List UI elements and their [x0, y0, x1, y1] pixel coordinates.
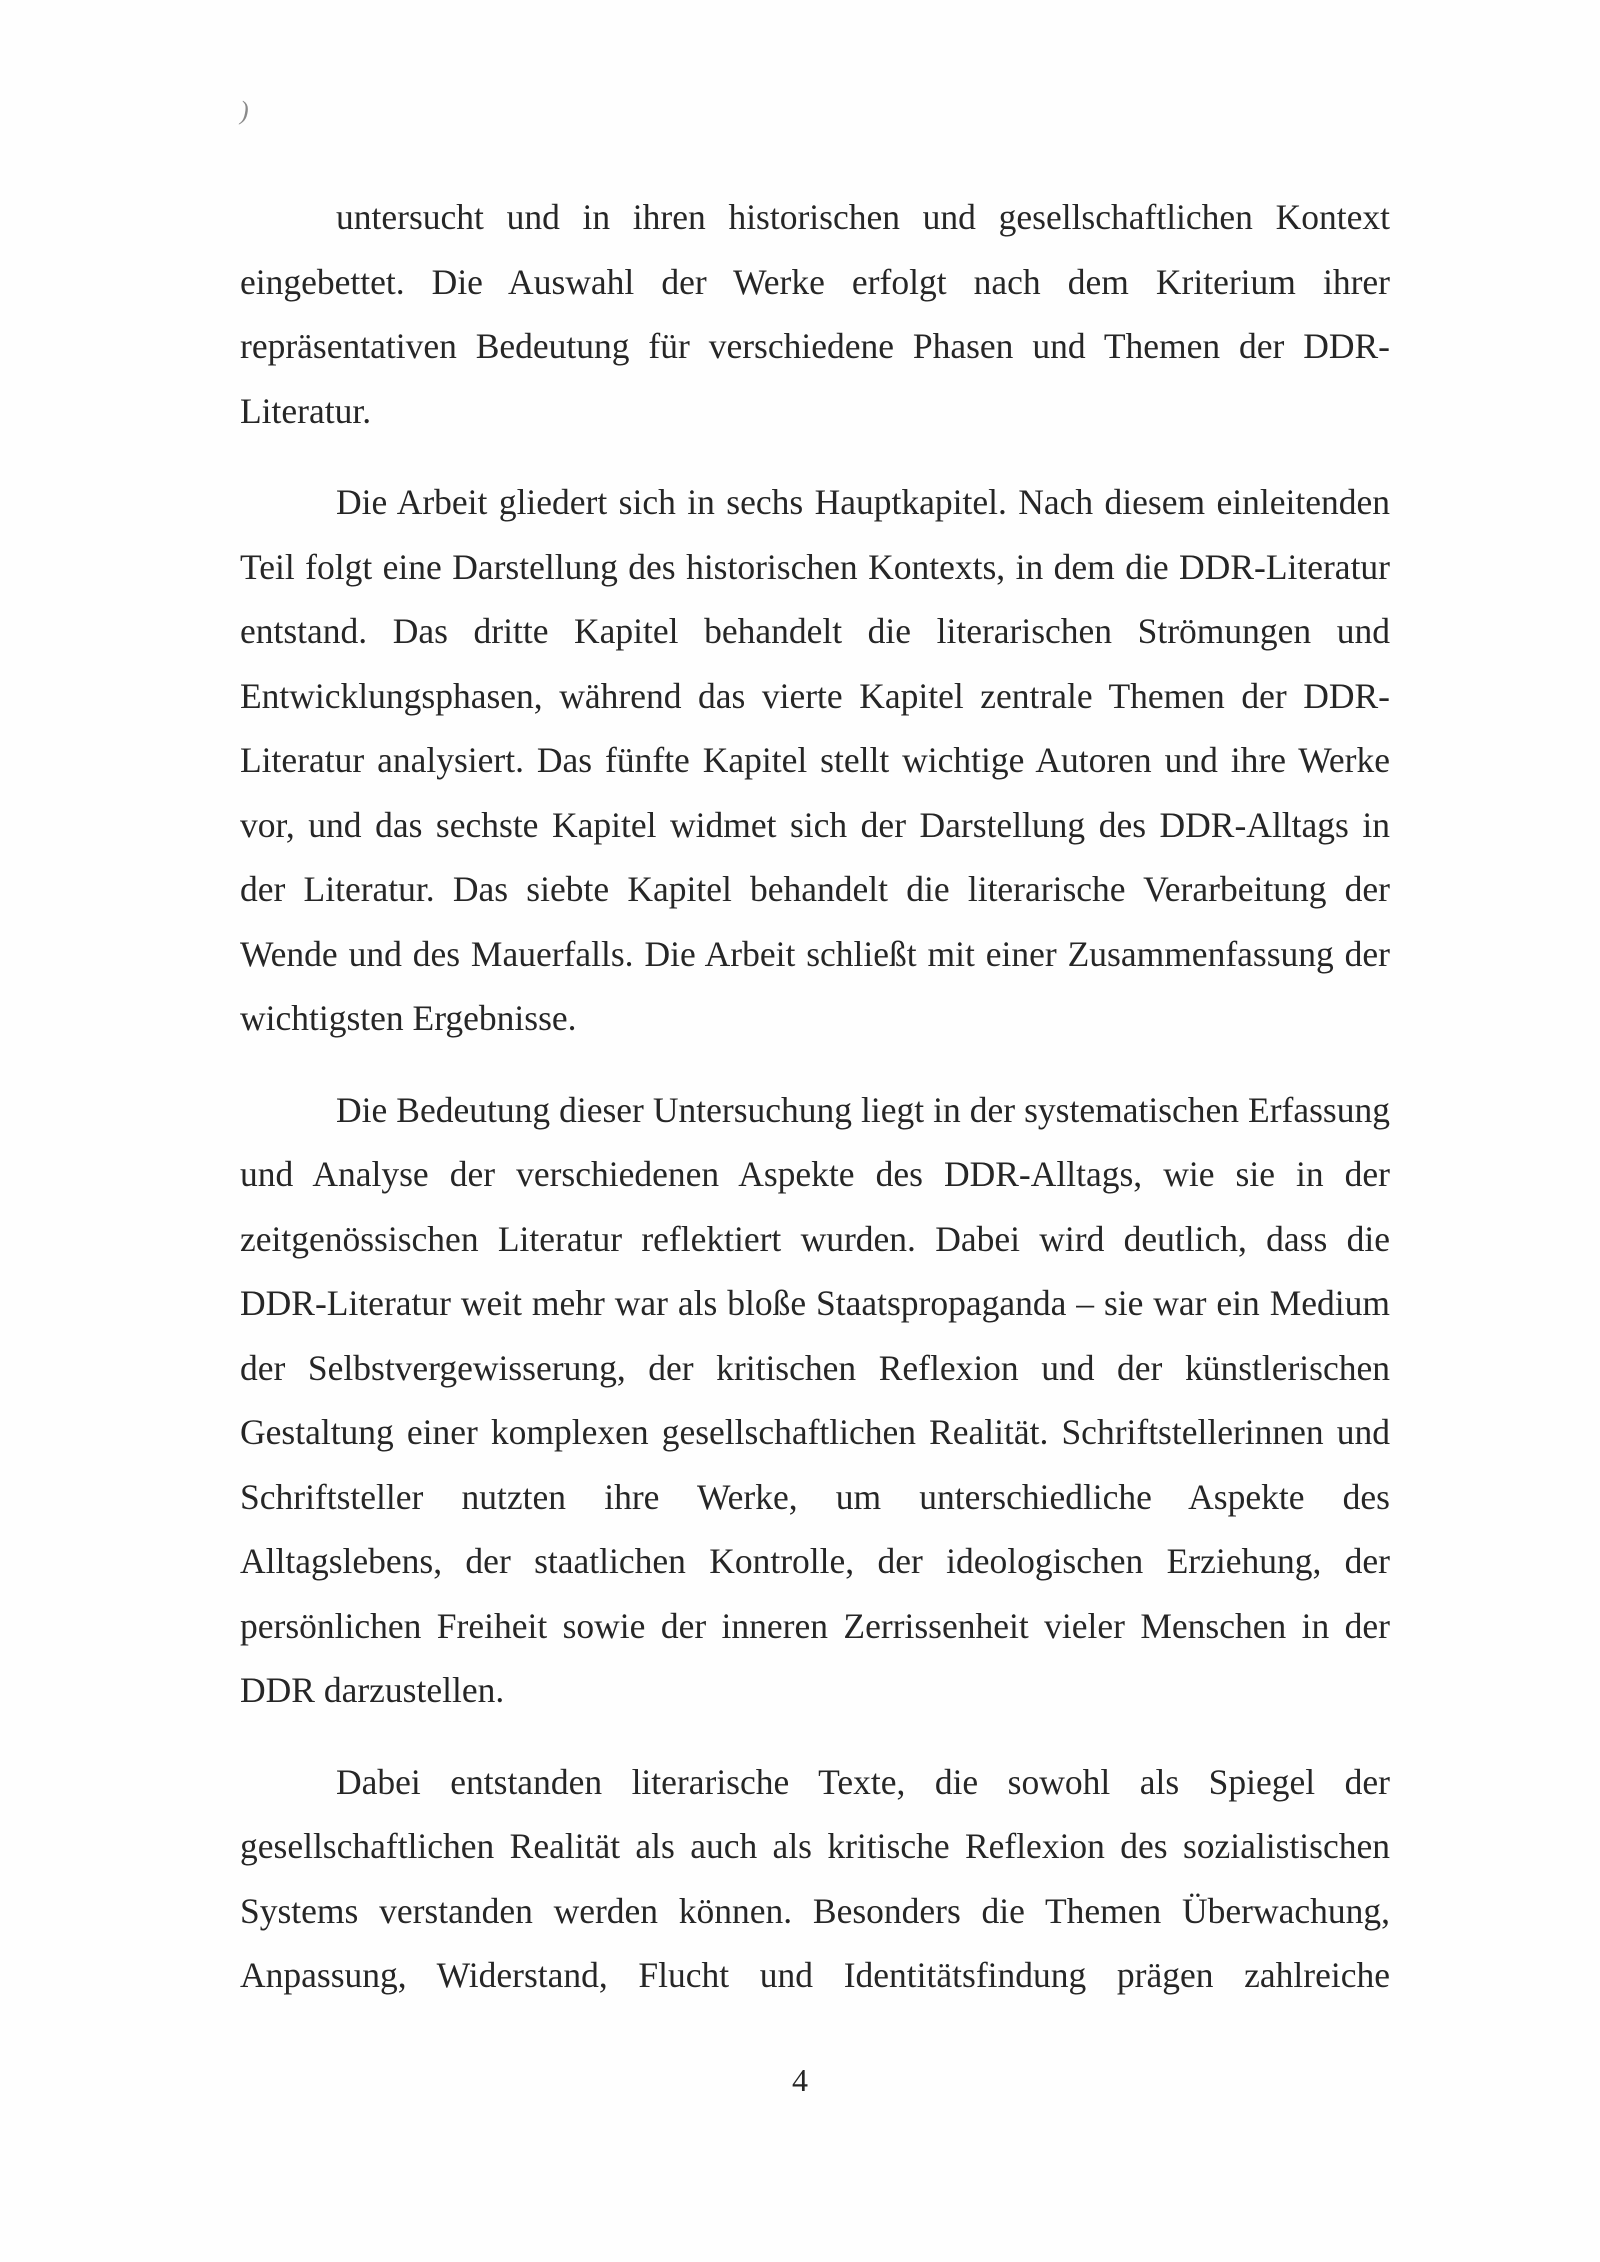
paragraph-1: untersucht und in ihren historischen und gesellschaftlichen Kontext eingebettet. Die Auswahl der Werke erfolgt nach dem Kriterium ihrer repräsentativen Bedeutung für verschiedene Phasen und Themen der DDR-Literatur.	[240, 197, 1390, 431]
paragraph-4: Dabei entstanden literarische Texte, die sowohl als Spiegel der gesellschaftlichen Realität als auch als kritische Reflexion des sozialistischen Systems verstanden werden können. Besonders die Themen Überwachung, Anpassung, Widerstand, Flucht und Identitätsfindung prägen zahlreiche	[240, 1761, 1390, 1995]
paragraph-2: Die Arbeit gliedert sich in sechs Hauptkapitel. Nach diesem einleitenden Teil folgt eine Darstellung des historischen Kontexts, in dem die DDR-Literatur entstand. Das dritte Kapitel behandelt die literarischen Strömungen und Entwicklungsphasen, während das vierte Kapitel zentrale Themen der DDR-Literatur analysiert. Das fünfte Kapitel stellt wichtige Autoren und ihre Werke vor, und das sechste Kapitel widmet sich der Darstellung des DDR-Alltags in der Literatur. Das siebte Kapitel behandelt die literarische Verarbeitung der Wende und des Mauerfalls. Die Arbeit schließt mit einer Zusammenfassung der wichtigsten Ergebnisse.	[240, 482, 1390, 1038]
corner-mark: )	[240, 96, 249, 125]
page-number: 4	[792, 2062, 808, 2098]
paragraph-3: Die Bedeutung dieser Untersuchung liegt in der systematischen Erfassung und Analyse der verschiedenen Aspekte des DDR-Alltags, wie sie in der zeitgenössischen Literatur reflektiert wurden. Dabei wird deutlich, dass die DDR-Literatur weit mehr war als bloße Staatspropaganda – sie war ein Medium der Selbstvergewisserung, der kritischen Reflexion und der künstlerischen Gestaltung einer komplexen gesellschaftlichen Realität. Schriftstellerinnen und Schriftsteller nutzten ihre Werke, um unterschiedliche Aspekte des Alltagslebens, der staatlichen Kontrolle, der ideologischen Erziehung, der persönlichen Freiheit sowie der inneren Zerrissenheit vieler Menschen in der DDR darzustellen.	[240, 1089, 1390, 1710]
body-text	[240, 185, 1390, 2035]
